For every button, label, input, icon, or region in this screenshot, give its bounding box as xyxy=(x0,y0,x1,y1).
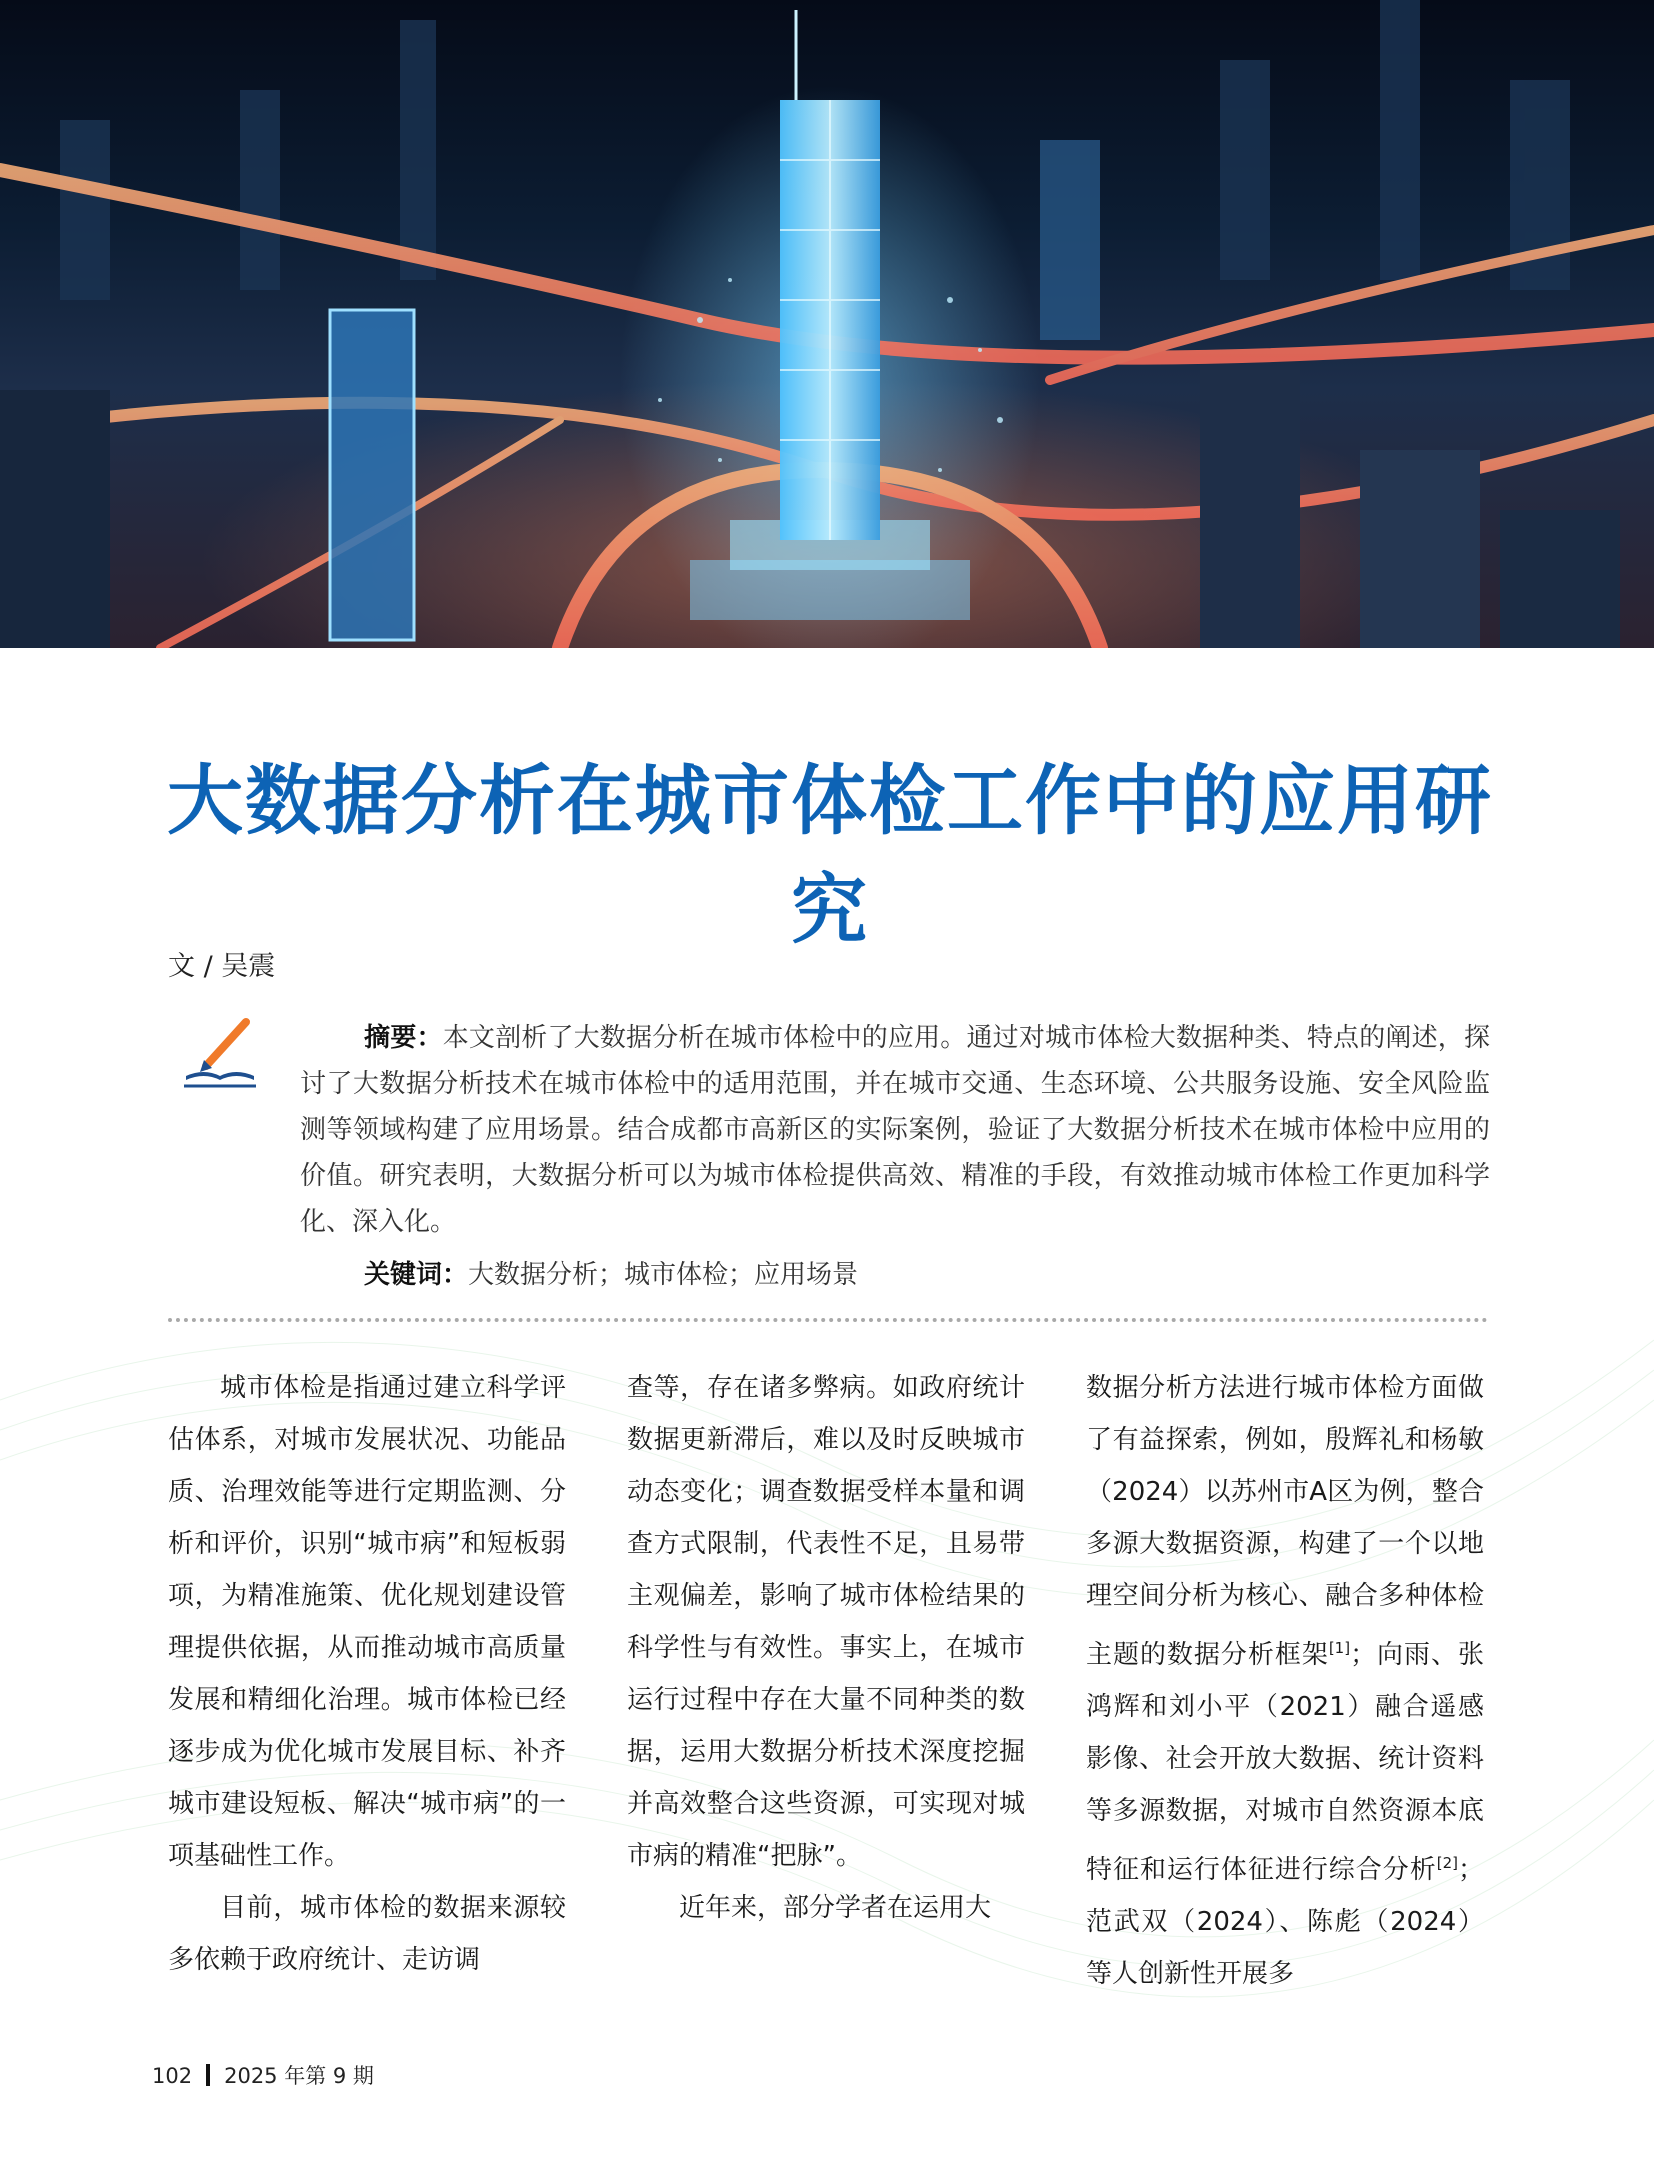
futuristic-city-image xyxy=(0,0,1654,648)
paragraph: 目前，城市体检的数据来源较多依赖于政府统计、走访调 xyxy=(168,1893,566,1975)
pen-book-icon xyxy=(180,1010,260,1090)
keywords-label: 关键词： xyxy=(364,1260,469,1290)
text-run: ；向雨、张鸿辉和刘小平（2021）融合遥感影像、社会开放大数据、统计资料等多源数据，对城市自然资源本底特征和运行体征进行综合分析 xyxy=(1086,1640,1484,1885)
keywords-text: 大数据分析；城市体检；应用场景 xyxy=(468,1260,859,1290)
citation-ref[interactable]: [2] xyxy=(1436,1854,1458,1872)
paragraph: 查等，存在诸多弊病。如政府统计数据更新滞后，难以及时反映城市动态变化；调查数据受样本量和调查方式限制，代表性不足，且易带主观偏差，影响了城市体检结果的科学性与有效性。事实上，在城市运行过程中存在大量不同种类的数据，运用大数据分析技术深度挖掘并高效整合这些资源，可实现对城市病的精准“把脉”。 xyxy=(627,1373,1025,1871)
footer-separator xyxy=(206,2064,210,2086)
paragraph xyxy=(1086,1362,1484,2000)
body-column-3 xyxy=(1086,1362,1484,2000)
abstract-label: 摘要： xyxy=(364,1023,443,1053)
author-byline: 文 / 吴震 xyxy=(168,951,276,982)
body-column-1 xyxy=(168,1362,566,1986)
issue-label: 2025 年第 9 期 xyxy=(224,2064,374,2088)
page-number: 102 xyxy=(152,2064,193,2088)
article-title: 大数据分析在城市体检工作中的应用研究 xyxy=(167,756,1493,954)
hero-image xyxy=(0,0,1654,648)
abstract-text: 本文剖析了大数据分析在城市体检中的应用。通过对城市体检大数据种类、特点的阐述，探讨了大数据分析技术在城市体检中的适用范围，并在城市交通、生态环境、公共服务设施、安全风险监测等领域构建了应用场景。结合成都市高新区的实际案例，验证了大数据分析技术在城市体检中应用的价值。研究表明，大数据分析可以为城市体检提供高效、精准的手段，有效推动城市体检工作更加科学化、深入化。 xyxy=(300,1023,1490,1237)
text-run: ；范武双（2024）、陈彪（2024）等人创新性开展多 xyxy=(1086,1855,1484,1989)
page-footer xyxy=(152,2060,374,2090)
paragraph: 近年来，部分学者在运用大 xyxy=(679,1893,992,1923)
paragraph: 城市体检是指通过建立科学评估体系，对城市发展状况、功能品质、治理效能等进行定期监测、分析和评价，识别“城市病”和短板弱项，为精准施策、优化规划建设管理提供依据，从而推动城市高质量发展和精细化治理。城市体检已经逐步成为优化城市发展目标、补齐城市建设短板、解决“城市病”的一项基础性工作。 xyxy=(168,1373,566,1871)
citation-ref[interactable]: [1] xyxy=(1328,1639,1351,1657)
text-run: 数据分析方法进行城市体检方面做了有益探索，例如，殷辉礼和杨敏（2024）以苏州市A区为例，整合多源大数据资源，构建了一个以地理空间分析为核心、融合多种体检主题的数据分析框架 xyxy=(1086,1373,1484,1670)
body-column-2 xyxy=(627,1362,1025,1934)
